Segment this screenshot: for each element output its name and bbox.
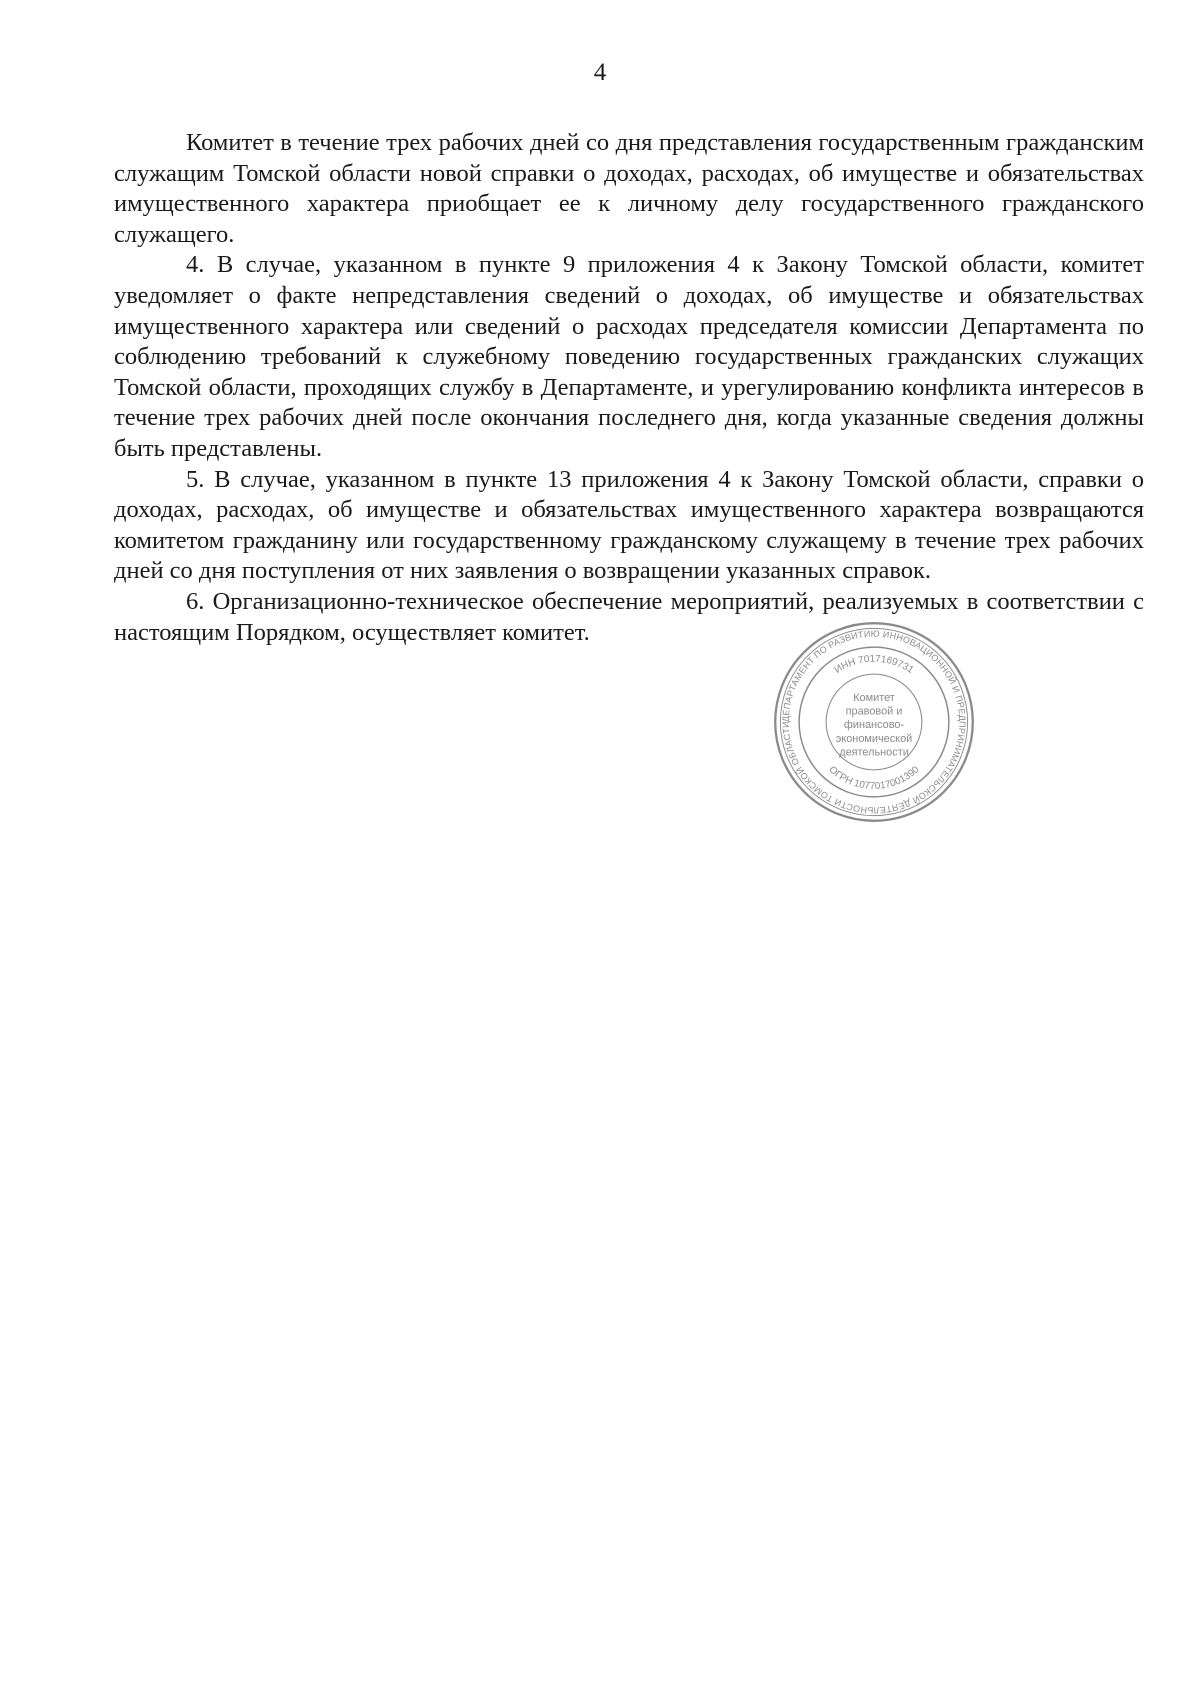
document-body: [114, 128, 1144, 648]
seal-ogrn: ОГРН 1077017001390: [826, 764, 922, 793]
svg-text:ИНН 7017169731: [833, 654, 916, 676]
seal-center-line: Комитет: [853, 692, 895, 705]
official-seal-stamp: [770, 618, 978, 826]
seal-center-line: правовой и: [845, 705, 903, 718]
seal-center-line: деятельности: [839, 746, 909, 759]
seal-center-line: экономической: [835, 732, 913, 745]
paragraph-committee-attach: Комитет в течение трех рабочих дней со дня представления государственным гражданским служащим Томской области новой справки о доходах, расходах, об имуществе и обязательствах имущественного характера приобщает ее к личному делу государственного гражданского служащего.: [114, 129, 1144, 248]
seal-center-line: финансово-: [843, 719, 905, 732]
svg-text:ОГРН 1077017001390: [826, 764, 921, 792]
paragraph-item-4: 4. В случае, указанном в пункте 9 приложения 4 к Закону Томской области, комитет уведомляет о факте непредставления сведений о доходах, об имуществе и обязательствах имущественного характера или сведений о расходах председателя комиссии Департамента по соблюдению требований к служебному поведению государственных гражданских служащих Томской области, проходящих службу в Департаменте, и урегулированию конфликта интересов в течение трех рабочих дней после окончания последнего дня, когда указанные сведения должны быть представлены.: [114, 251, 1144, 462]
seal-ring-text: ДЕПАРТАМЕНТ ПО РАЗВИТИЮ ИННОВАЦИОННОЙ И ПРЕДПРИНИМАТЕЛЬСКОЙ ДЕЯТЕЛЬНОСТИ ТОМСКОЙ ОБЛАСТИ: [780, 628, 968, 816]
seal-inn: ИНН 7017169731: [832, 653, 916, 676]
paragraph-item-6: 6. Организационно-техническое обеспечение мероприятий, реализуемых в соответствии с настоящим Порядком, осуществляет комитет.: [114, 587, 1144, 646]
paragraph-item-5: 5. В случае, указанном в пункте 13 приложения 4 к Закону Томской области, справки о доходах, расходах, об имуществе и обязательствах имущественного характера возвращаются комитетом гражданину или государственному гражданскому служащему в течение трех рабочих дней со дня поступления от них заявления о возвращении указанных справок.: [114, 465, 1144, 585]
page-number: 4: [593, 59, 607, 86]
